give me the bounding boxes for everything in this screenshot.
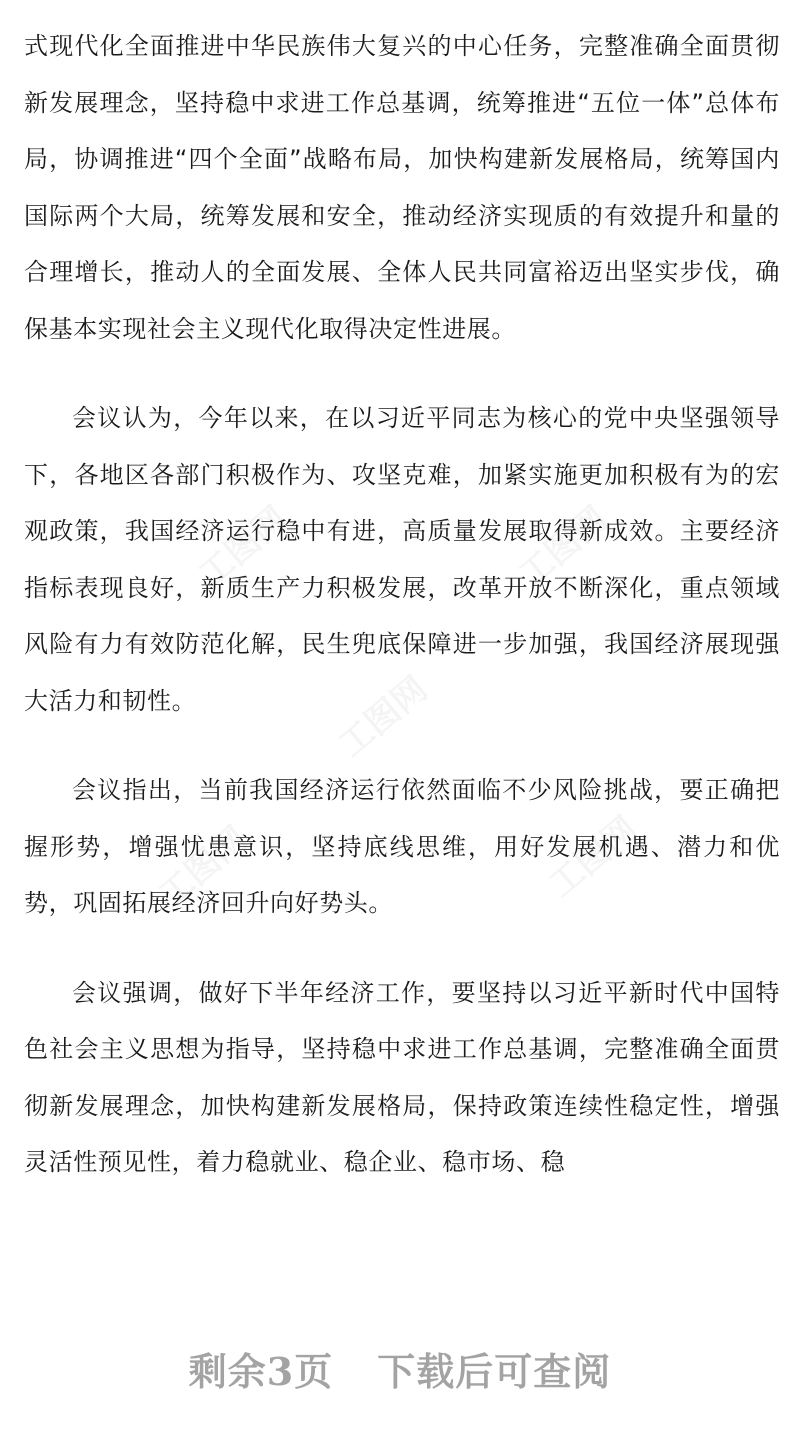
paragraph-gap [24, 932, 780, 965]
paragraph-gap [24, 357, 780, 390]
paragraph-1: 式现代化全面推进中华民族伟大复兴的中心任务，完整准确全面贯彻新发展理念，坚持稳中求进工作总基调，统筹推进“五位一体”总体布局，协调推进“四个全面”战略布局，加快构建新发展格局，统筹国内国际两个大局，统筹发展和安全，推动经济实现质的有效提升和量的合理增长，推动人的全面发展、全体人民共同富裕迈出坚实步伐，确保基本实现社会主义现代化取得决定性进展。 [24, 32, 780, 343]
paragraph-2: 会议认为，今年以来，在以习近平同志为核心的党中央坚强领导下，各地区各部门积极作为、攻坚克难，加紧实施更加积极有为的宏观政策，我国经济运行稳中有进，高质量发展取得新成效。主要经济指标表现良好，新质生产力积极发展，改革开放不断深化，重点领域风险有力有效防范化解，民生兜底保障进一步加强，我国经济展现强大活力和韧性。 [24, 404, 780, 715]
download-banner[interactable] [0, 1340, 800, 1404]
document-body [24, 18, 780, 1191]
paragraph-3: 会议指出，当前我国经济运行依然面临不少风险挑战，要正确把握形势，增强忧患意识，坚持底线思维，用好发展机遇、潜力和优势，巩固拓展经济回升向好势头。 [24, 776, 780, 917]
paragraph-gap [24, 729, 780, 762]
paragraph-4: 会议强调，做好下半年经济工作，要坚持以习近平新时代中国特色社会主义思想为指导，坚持稳中求进工作总基调，完整准确全面贯彻新发展理念，加快构建新发展格局，保持政策连续性稳定性，增强灵活性预见性，着力稳就业、稳企业、稳市场、稳 [24, 978, 780, 1176]
download-prompt-label: 下载后可查阅 [377, 1349, 612, 1394]
remaining-pages-label: 剩余3页 [188, 1349, 334, 1394]
